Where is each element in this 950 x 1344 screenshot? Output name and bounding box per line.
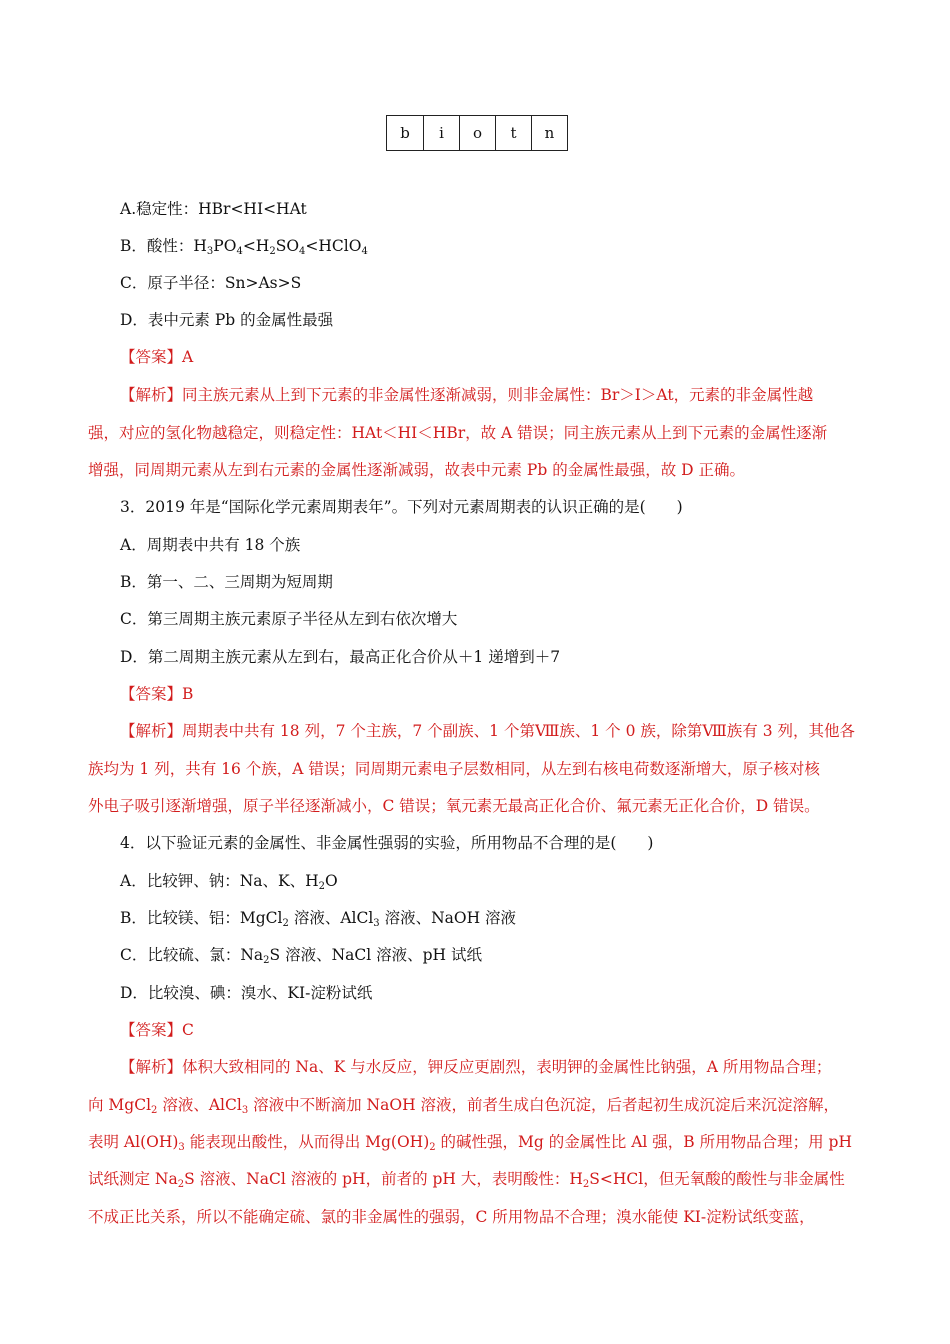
q4-option-a: A．比较钾、钠：Na、K、$H_2O$ bbox=[120, 872, 338, 892]
q4-explanation-line: 【解析】体积大致相同的 Na、K 与水反应，钾反应更剧烈，表明钾的金属性比钠强，A 所用物品合理； bbox=[120, 1058, 832, 1076]
q4-stem: 4．以下验证元素的金属性、非金属性强弱的实验，所用物品不合理的是( ) bbox=[120, 834, 654, 852]
q2-answer: 【答案】A bbox=[120, 348, 194, 366]
q3-option-a: A．周期表中共有 18 个族 bbox=[120, 536, 301, 554]
q2-option-a: A.稳定性：HBr<HI<HAt bbox=[120, 200, 307, 218]
table-cell: t bbox=[496, 116, 532, 151]
q3-stem: 3．2019 年是“国际化学元素周期表年”。下列对元素周期表的认识正确的是( ) bbox=[120, 498, 683, 516]
q4-explanation-line: 不成正比关系，所以不能确定硫、氯的非金属性的强弱，C 所用物品不合理；溴水能使 KI-淀粉试纸变蓝， bbox=[88, 1208, 815, 1226]
table-cell: o bbox=[460, 116, 496, 151]
q2-explanation-line: 增强，同周期元素从左到右元素的金属性逐渐减弱，故表中元素 Pb 的金属性最强，故 D 正确。 bbox=[88, 461, 745, 479]
q3-answer: 【答案】B bbox=[120, 685, 194, 703]
q4-explanation-line: 表明 $Al(OH)_3$ 能表现出酸性，从而得出 $Mg(OH)_2$ 的碱性强，Mg 的金属性比 Al 强，B 所用物品合理；用 pH bbox=[88, 1133, 852, 1153]
q4-answer: 【答案】C bbox=[120, 1021, 194, 1039]
q3-explanation-line: 【解析】周期表中共有 18 列，7 个主族，7 个副族、1 个第Ⅷ族、1 个 0 族，除第Ⅷ族有 3 列，其他各 bbox=[120, 722, 855, 740]
q2-option-b: B．酸性：$H_3PO_4<H_2SO_4<HClO_4$ bbox=[120, 237, 368, 257]
q2-explanation-line: 强，对应的氢化物越稳定，则稳定性：HAt＜HI＜HBr，故 A 错误；同主族元素从上到下元素的金属性逐渐 bbox=[88, 424, 828, 442]
table-cell: i bbox=[424, 116, 460, 151]
q4-option-c: C．比较硫、氯：$Na_2S$ 溶液、NaCl 溶液、pH 试纸 bbox=[120, 946, 483, 966]
q4-option-b: B．比较镁、铝：MgCl$_2$ 溶液、AlCl$_3$ 溶液、NaOH 溶液 bbox=[120, 909, 517, 929]
q4-option-d: D．比较溴、碘：溴水、KI-淀粉试纸 bbox=[120, 984, 373, 1002]
q4-explanation-line: 试纸测定 $Na_2S$ 溶液、NaCl 溶液的 pH，前者的 pH 大，表明酸性：$H_2S<HCl$，但无氧酸的酸性与非金属性 bbox=[88, 1170, 845, 1190]
table-cell: b bbox=[387, 116, 424, 151]
q2-explanation-line: 【解析】同主族元素从上到下元素的非金属性逐渐减弱，则非金属性：Br＞I＞At，元素的非金属性越 bbox=[120, 386, 814, 404]
element-table bbox=[386, 115, 568, 151]
q3-explanation-line: 外电子吸引逐渐增强，原子半径逐渐减小，C 错误；氧元素无最高正化合价、氟元素无正化合价，D 错误。 bbox=[88, 797, 820, 815]
table-cell: n bbox=[532, 116, 568, 151]
q2-option-d: D．表中元素 Pb 的金属性最强 bbox=[120, 311, 334, 329]
q4-explanation-line: 向 MgCl$_2$ 溶液、AlCl$_3$ 溶液中不断滴加 NaOH 溶液，前者生成白色沉淀，后者起初生成沉淀后来沉淀溶解， bbox=[88, 1096, 840, 1116]
q3-option-d: D．第二周期主族元素从左到右，最高正化合价从＋1 递增到＋7 bbox=[120, 648, 561, 666]
q3-option-c: C．第三周期主族元素原子半径从左到右依次增大 bbox=[120, 610, 458, 628]
q3-option-b: B．第一、二、三周期为短周期 bbox=[120, 573, 333, 591]
q2-option-c: C．原子半径：Sn>As>S bbox=[120, 274, 302, 292]
q3-explanation-line: 族均为 1 列，共有 16 个族，A 错误；同周期元素电子层数相同，从左到右核电荷数逐渐增大，原子核对核 bbox=[88, 760, 820, 778]
